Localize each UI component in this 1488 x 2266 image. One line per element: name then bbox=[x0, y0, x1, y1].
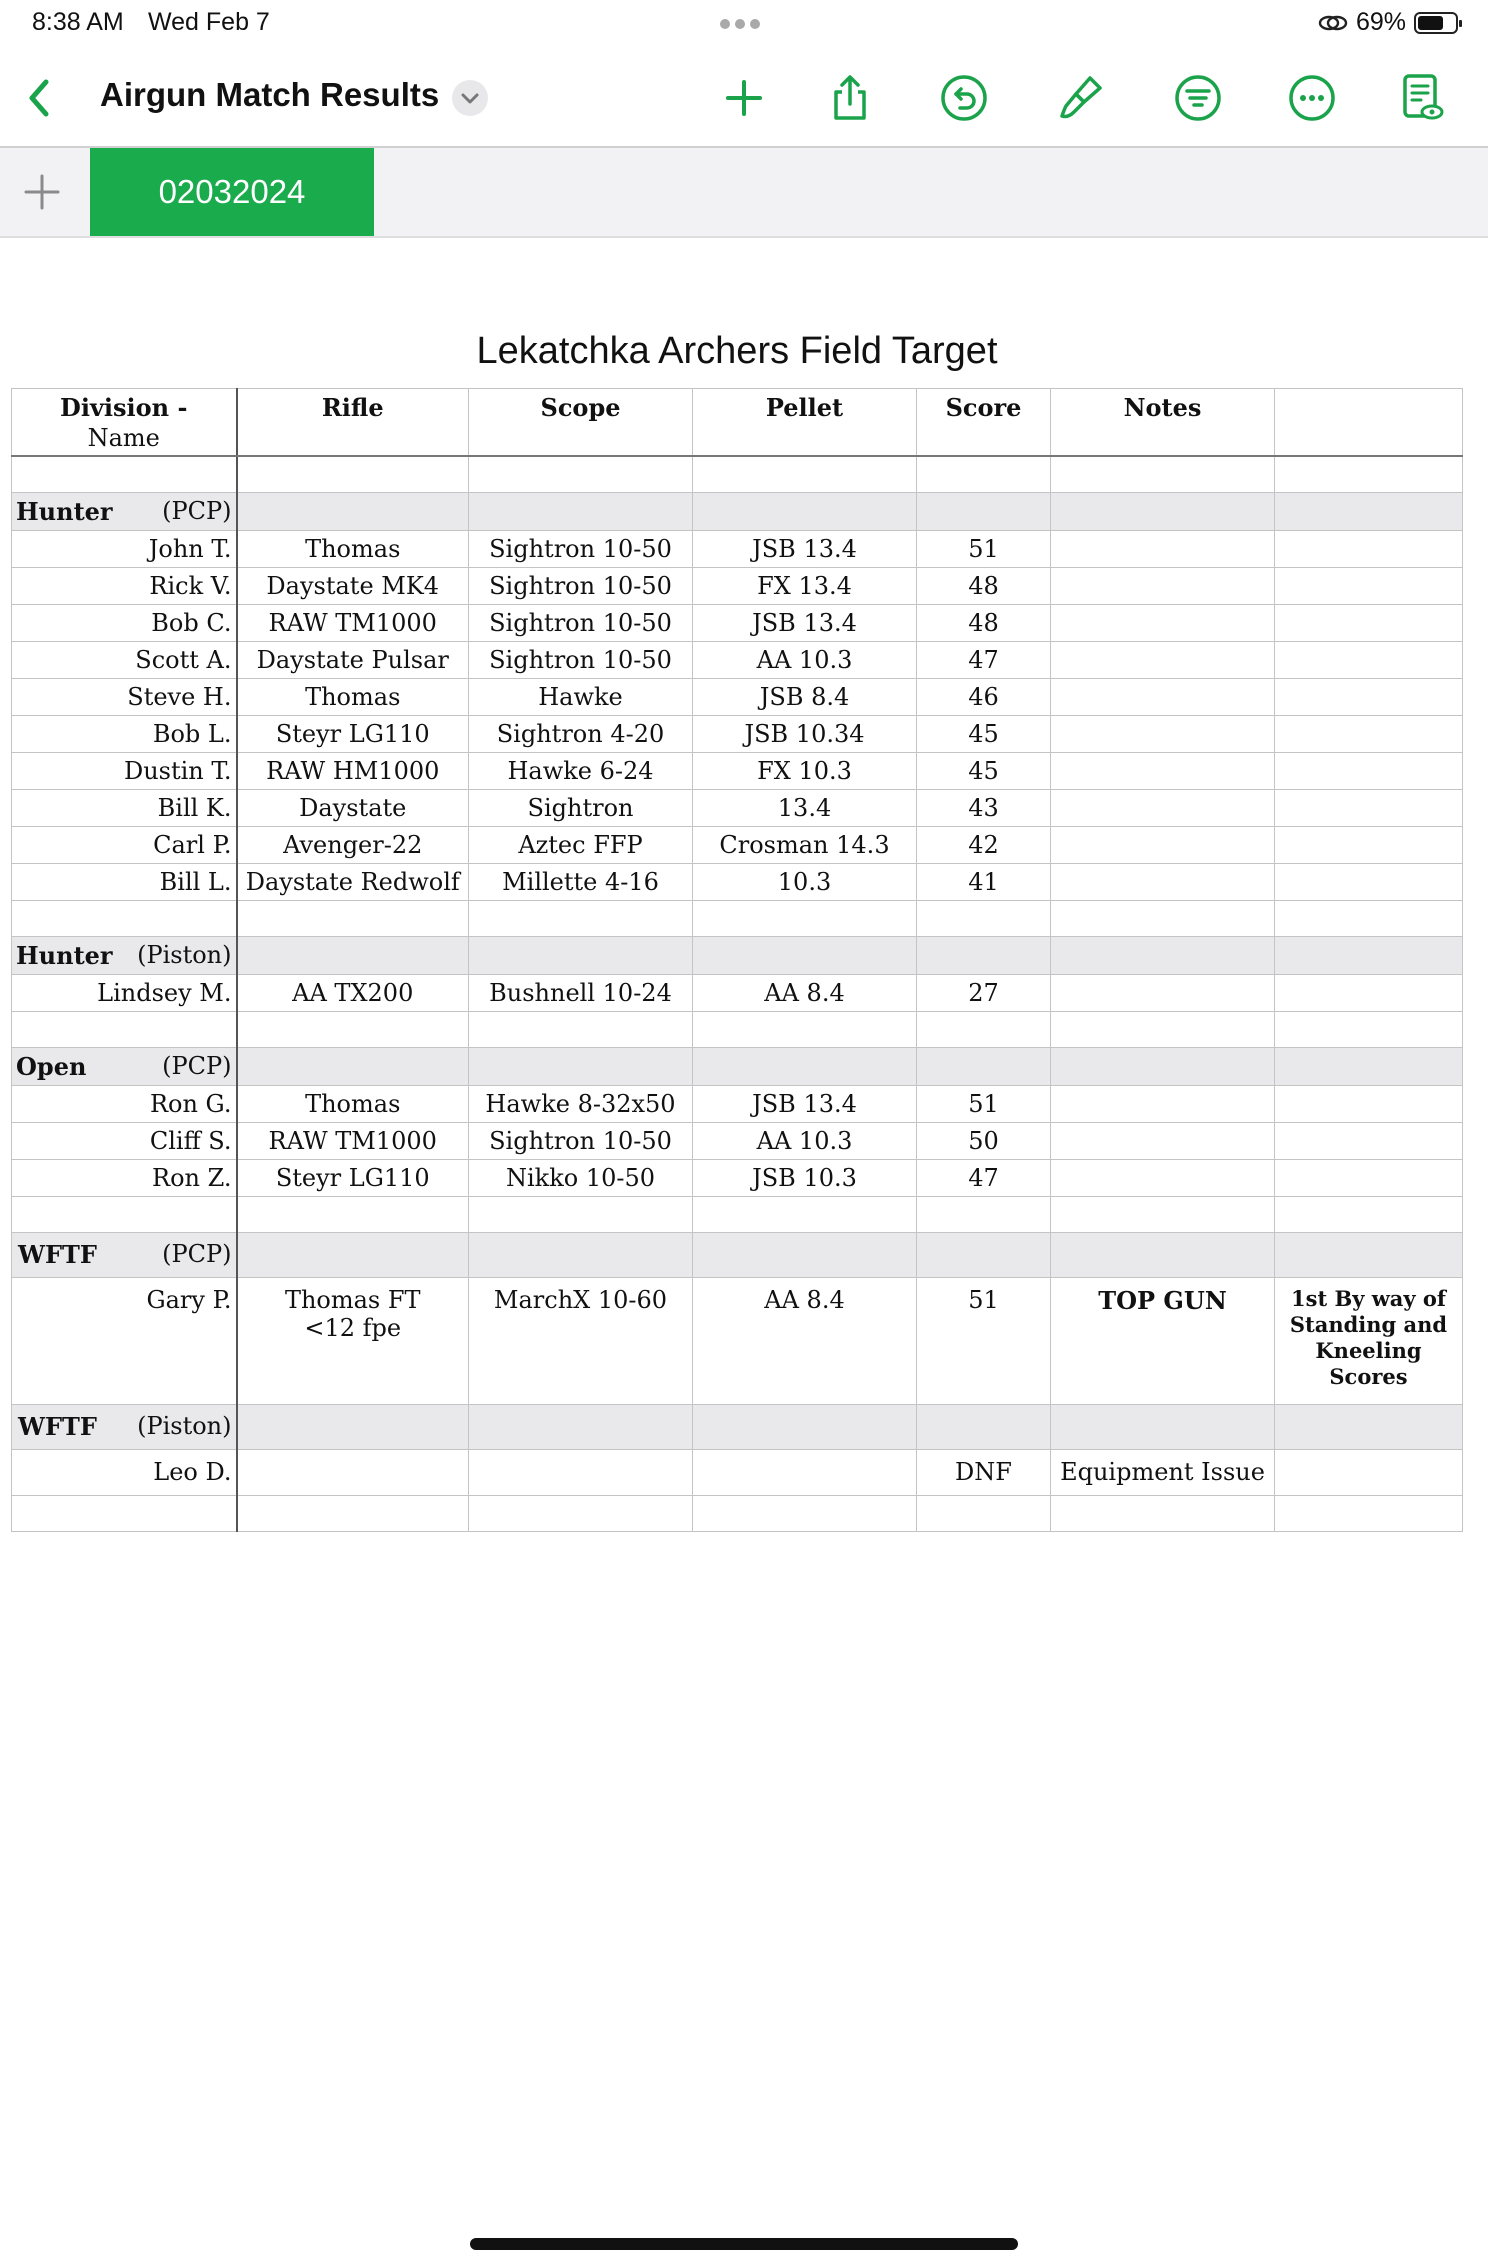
score-cell[interactable]: 43 bbox=[917, 789, 1051, 826]
table-row bbox=[12, 863, 1463, 900]
cell[interactable] bbox=[1051, 936, 1275, 974]
cell[interactable] bbox=[1275, 604, 1463, 641]
pellet-cell[interactable]: Crosman 14.3 bbox=[693, 826, 917, 863]
paintbrush-icon[interactable] bbox=[1054, 72, 1106, 124]
rifle-cell[interactable]: RAW TM1000 bbox=[237, 604, 469, 641]
scope-cell[interactable]: MarchX 10-60 bbox=[469, 1277, 693, 1404]
rifle-cell[interactable]: Avenger-22 bbox=[237, 826, 469, 863]
division-name: WFTF bbox=[18, 1412, 97, 1441]
score-cell[interactable]: 51 bbox=[917, 1085, 1051, 1122]
notes-cell[interactable] bbox=[1051, 826, 1275, 863]
scope-cell[interactable]: Sightron 10-50 bbox=[469, 1122, 693, 1159]
cell[interactable] bbox=[693, 1404, 917, 1449]
status-right bbox=[1318, 8, 1458, 37]
score-cell[interactable]: 27 bbox=[917, 974, 1051, 1011]
cell[interactable] bbox=[1275, 1159, 1463, 1196]
cell[interactable] bbox=[693, 936, 917, 974]
score-cell[interactable]: 45 bbox=[917, 752, 1051, 789]
name-cell[interactable]: Lindsey M. bbox=[12, 974, 237, 1011]
name-cell[interactable]: Steve H. bbox=[12, 678, 237, 715]
cell[interactable] bbox=[917, 900, 1051, 936]
cell[interactable] bbox=[693, 1196, 917, 1232]
scope-cell[interactable]: Sightron 4-20 bbox=[469, 715, 693, 752]
cell[interactable] bbox=[469, 1011, 693, 1047]
cell[interactable] bbox=[1275, 1047, 1463, 1085]
table-row bbox=[12, 1277, 1463, 1404]
rifle-cell[interactable]: Daystate bbox=[237, 789, 469, 826]
score-cell[interactable]: 42 bbox=[917, 826, 1051, 863]
cell[interactable] bbox=[237, 492, 469, 530]
rifle-cell[interactable]: Thomas bbox=[237, 1085, 469, 1122]
cell[interactable] bbox=[917, 1404, 1051, 1449]
name-cell[interactable]: Cliff S. bbox=[12, 1122, 237, 1159]
cell[interactable] bbox=[237, 1047, 469, 1085]
table-row bbox=[12, 1085, 1463, 1122]
cell[interactable] bbox=[469, 900, 693, 936]
cell[interactable] bbox=[1051, 1196, 1275, 1232]
name-cell[interactable]: Ron Z. bbox=[12, 1159, 237, 1196]
division-type: (Piston) bbox=[137, 940, 232, 969]
scope-cell[interactable]: Sightron 10-50 bbox=[469, 641, 693, 678]
score-cell[interactable]: 51 bbox=[917, 530, 1051, 567]
pellet-cell[interactable]: JSB 13.4 bbox=[693, 604, 917, 641]
division-name: WFTF bbox=[18, 1240, 97, 1269]
cell[interactable] bbox=[1275, 715, 1463, 752]
reading-view-icon[interactable] bbox=[1396, 72, 1448, 124]
notes-cell[interactable]: TOP GUN bbox=[1051, 1277, 1275, 1404]
table-row bbox=[12, 974, 1463, 1011]
cell[interactable] bbox=[693, 1449, 917, 1495]
cell[interactable] bbox=[693, 492, 917, 530]
cell[interactable] bbox=[469, 1047, 693, 1085]
table-title[interactable]: Lekatchka Archers Field Target bbox=[476, 330, 998, 372]
division-row-hunter-piston bbox=[12, 936, 1463, 974]
notes-cell[interactable] bbox=[1051, 1085, 1275, 1122]
rifle-cell[interactable]: RAW TM1000 bbox=[237, 1122, 469, 1159]
notes-cell[interactable] bbox=[1051, 715, 1275, 752]
pellet-cell[interactable]: AA 8.4 bbox=[693, 1277, 917, 1404]
score-cell[interactable]: DNF bbox=[917, 1449, 1051, 1495]
cell[interactable] bbox=[237, 936, 469, 974]
cell[interactable] bbox=[12, 900, 237, 936]
table-row bbox=[12, 678, 1463, 715]
cell[interactable] bbox=[469, 492, 693, 530]
name-cell[interactable]: Gary P. bbox=[12, 1277, 237, 1404]
focus-link-icon bbox=[1318, 13, 1348, 33]
rifle-cell[interactable]: Daystate MK4 bbox=[237, 567, 469, 604]
cell[interactable] bbox=[693, 456, 917, 492]
cell[interactable] bbox=[1051, 456, 1275, 492]
status-time: 8:38 AM bbox=[32, 8, 124, 36]
home-indicator[interactable] bbox=[470, 2238, 1018, 2250]
header-rifle[interactable]: Rifle bbox=[237, 389, 469, 457]
cell[interactable] bbox=[1275, 1232, 1463, 1277]
cell[interactable] bbox=[693, 1047, 917, 1085]
score-cell[interactable]: 45 bbox=[917, 715, 1051, 752]
pellet-cell[interactable]: 13.4 bbox=[693, 789, 917, 826]
add-sheet-icon[interactable] bbox=[20, 170, 64, 214]
notes-cell[interactable] bbox=[1051, 1159, 1275, 1196]
scope-cell[interactable]: Millette 4-16 bbox=[469, 863, 693, 900]
cell[interactable] bbox=[237, 1404, 469, 1449]
pellet-cell[interactable]: FX 13.4 bbox=[693, 567, 917, 604]
extra-cell[interactable]: 1st By way of Standing and Kneeling Scores bbox=[1275, 1277, 1463, 1404]
score-cell[interactable]: 51 bbox=[917, 1277, 1051, 1404]
cell[interactable] bbox=[12, 1495, 237, 1531]
table-row bbox=[12, 826, 1463, 863]
table-row bbox=[12, 1449, 1463, 1495]
division-cell[interactable] bbox=[12, 1232, 237, 1277]
multitasking-dots-icon[interactable] bbox=[720, 16, 766, 26]
cell[interactable] bbox=[1275, 1085, 1463, 1122]
cell[interactable] bbox=[237, 1011, 469, 1047]
hunter-piston-rows bbox=[12, 974, 1463, 1011]
name-cell[interactable]: Bill L. bbox=[12, 863, 237, 900]
name-cell[interactable]: Scott A. bbox=[12, 641, 237, 678]
cell[interactable] bbox=[237, 1495, 469, 1531]
cell[interactable] bbox=[1275, 1122, 1463, 1159]
table-row bbox=[12, 641, 1463, 678]
rifle-cell[interactable] bbox=[237, 1277, 469, 1404]
cell[interactable] bbox=[1275, 641, 1463, 678]
division-cell[interactable] bbox=[12, 492, 237, 530]
pellet-cell[interactable]: 10.3 bbox=[693, 863, 917, 900]
scope-cell[interactable]: Hawke bbox=[469, 678, 693, 715]
cell[interactable] bbox=[917, 1495, 1051, 1531]
notes-cell[interactable] bbox=[1051, 641, 1275, 678]
name-cell[interactable]: Rick V. bbox=[12, 567, 237, 604]
rifle-cell[interactable]: RAW HM1000 bbox=[237, 752, 469, 789]
rifle-line: <12 fpe bbox=[304, 1313, 402, 1342]
status-date: Wed Feb 7 bbox=[148, 8, 270, 36]
table-row bbox=[12, 530, 1463, 567]
sheet-tab-bar bbox=[0, 148, 1488, 238]
division-cell[interactable] bbox=[12, 1404, 237, 1449]
cell[interactable] bbox=[1275, 1011, 1463, 1047]
hunter-pcp-rows bbox=[12, 530, 1463, 900]
cell[interactable] bbox=[1275, 492, 1463, 530]
cell[interactable] bbox=[1275, 1449, 1463, 1495]
cell[interactable] bbox=[1275, 456, 1463, 492]
cell[interactable] bbox=[1275, 1495, 1463, 1531]
cell[interactable] bbox=[917, 1232, 1051, 1277]
table-row bbox=[12, 789, 1463, 826]
cell[interactable] bbox=[917, 1196, 1051, 1232]
empty-row bbox=[12, 1196, 1463, 1232]
scope-cell[interactable]: Sightron 10-50 bbox=[469, 530, 693, 567]
rifle-cell[interactable]: AA TX200 bbox=[237, 974, 469, 1011]
empty-row bbox=[12, 456, 1463, 492]
cell[interactable] bbox=[1051, 1232, 1275, 1277]
division-row-wftf-piston bbox=[12, 1404, 1463, 1449]
document-title[interactable]: Airgun Match Results bbox=[100, 76, 440, 113]
rifle-cell[interactable]: Daystate Redwolf bbox=[237, 863, 469, 900]
pellet-cell[interactable]: JSB 10.3 bbox=[693, 1159, 917, 1196]
score-cell[interactable]: 47 bbox=[917, 1159, 1051, 1196]
cell[interactable] bbox=[693, 1232, 917, 1277]
notes-cell[interactable] bbox=[1051, 567, 1275, 604]
cell[interactable] bbox=[1275, 1404, 1463, 1449]
score-cell[interactable]: 47 bbox=[917, 641, 1051, 678]
battery-icon bbox=[1414, 12, 1458, 34]
header-pellet[interactable]: Pellet bbox=[693, 389, 917, 457]
cell[interactable] bbox=[1275, 826, 1463, 863]
cell[interactable] bbox=[917, 936, 1051, 974]
cell[interactable] bbox=[1051, 1011, 1275, 1047]
cell[interactable] bbox=[917, 492, 1051, 530]
score-cell[interactable]: 41 bbox=[917, 863, 1051, 900]
division-cell[interactable] bbox=[12, 1047, 237, 1085]
cell[interactable] bbox=[12, 1011, 237, 1047]
cell[interactable] bbox=[469, 1449, 693, 1495]
table-row bbox=[12, 1159, 1463, 1196]
scope-cell[interactable]: Hawke 6-24 bbox=[469, 752, 693, 789]
scope-cell[interactable]: Sightron bbox=[469, 789, 693, 826]
pellet-cell[interactable]: JSB 13.4 bbox=[693, 1085, 917, 1122]
cell[interactable] bbox=[1275, 789, 1463, 826]
header-notes[interactable]: Notes bbox=[1051, 389, 1275, 457]
cell[interactable] bbox=[917, 456, 1051, 492]
cell[interactable] bbox=[469, 936, 693, 974]
chevron-down-icon[interactable] bbox=[452, 80, 488, 116]
scope-cell[interactable]: Bushnell 10-24 bbox=[469, 974, 693, 1011]
name-cell[interactable]: Ron G. bbox=[12, 1085, 237, 1122]
notes-cell[interactable] bbox=[1051, 974, 1275, 1011]
division-cell[interactable] bbox=[12, 936, 237, 974]
name-cell[interactable]: Dustin T. bbox=[12, 752, 237, 789]
results-table bbox=[11, 388, 1463, 1532]
cell[interactable] bbox=[1275, 567, 1463, 604]
division-row-hunter-pcp bbox=[12, 492, 1463, 530]
pellet-cell[interactable]: JSB 10.34 bbox=[693, 715, 917, 752]
cell[interactable] bbox=[237, 900, 469, 936]
cell[interactable] bbox=[469, 1232, 693, 1277]
notes-cell[interactable] bbox=[1051, 1122, 1275, 1159]
notes-cell[interactable] bbox=[1051, 863, 1275, 900]
pellet-cell[interactable]: JSB 8.4 bbox=[693, 678, 917, 715]
notes-cell[interactable] bbox=[1051, 530, 1275, 567]
notes-cell[interactable] bbox=[1051, 789, 1275, 826]
pellet-cell[interactable]: AA 10.3 bbox=[693, 1122, 917, 1159]
division-row-open-pcp bbox=[12, 1047, 1463, 1085]
scope-cell[interactable]: Aztec FFP bbox=[469, 826, 693, 863]
pellet-cell[interactable]: FX 10.3 bbox=[693, 752, 917, 789]
division-row-wftf-pcp bbox=[12, 1232, 1463, 1277]
header-division[interactable] bbox=[12, 389, 237, 457]
pellet-cell[interactable]: AA 8.4 bbox=[693, 974, 917, 1011]
table-row bbox=[12, 604, 1463, 641]
cell[interactable] bbox=[1051, 900, 1275, 936]
scope-cell[interactable]: Hawke 8-32x50 bbox=[469, 1085, 693, 1122]
empty-row bbox=[12, 1495, 1463, 1531]
cell[interactable] bbox=[1275, 678, 1463, 715]
division-name: Hunter bbox=[16, 496, 113, 526]
cell[interactable] bbox=[469, 1404, 693, 1449]
pellet-cell[interactable]: AA 10.3 bbox=[693, 641, 917, 678]
score-cell[interactable]: 48 bbox=[917, 604, 1051, 641]
header-division-label: Division - bbox=[60, 393, 188, 422]
cell[interactable] bbox=[1275, 900, 1463, 936]
name-cell[interactable]: Carl P. bbox=[12, 826, 237, 863]
table-row bbox=[12, 567, 1463, 604]
rifle-cell[interactable]: Steyr LG110 bbox=[237, 1159, 469, 1196]
pellet-cell[interactable]: JSB 13.4 bbox=[693, 530, 917, 567]
cell[interactable] bbox=[1051, 1047, 1275, 1085]
cell[interactable] bbox=[469, 1196, 693, 1232]
notes-cell[interactable] bbox=[1051, 752, 1275, 789]
header-row bbox=[12, 389, 1463, 457]
empty-row bbox=[12, 1011, 1463, 1047]
score-cell[interactable]: 46 bbox=[917, 678, 1051, 715]
cell[interactable] bbox=[237, 1449, 469, 1495]
toolbar bbox=[0, 50, 1488, 148]
cell[interactable] bbox=[1275, 974, 1463, 1011]
name-cell[interactable]: Bob C. bbox=[12, 604, 237, 641]
division-name: Hunter bbox=[16, 940, 113, 970]
plus-icon[interactable] bbox=[718, 72, 770, 124]
cell[interactable] bbox=[1051, 1495, 1275, 1531]
header-empty[interactable] bbox=[1275, 389, 1463, 457]
header-name-label: Name bbox=[87, 424, 160, 452]
rifle-cell[interactable]: Thomas bbox=[237, 678, 469, 715]
battery-percent: 69% bbox=[1355, 8, 1406, 36]
notes-cell[interactable] bbox=[1051, 678, 1275, 715]
name-cell[interactable]: John T. bbox=[12, 530, 237, 567]
name-cell[interactable]: Leo D. bbox=[12, 1449, 237, 1495]
tab-sheet-active[interactable]: 02032024 bbox=[90, 148, 374, 236]
cell[interactable] bbox=[237, 1196, 469, 1232]
share-icon[interactable] bbox=[824, 72, 876, 124]
name-cell[interactable]: Bill K. bbox=[12, 789, 237, 826]
table-row bbox=[12, 715, 1463, 752]
scope-cell[interactable]: Sightron 10-50 bbox=[469, 604, 693, 641]
scope-cell[interactable]: Sightron 10-50 bbox=[469, 567, 693, 604]
rifle-cell[interactable]: Steyr LG110 bbox=[237, 715, 469, 752]
cell[interactable] bbox=[12, 456, 237, 492]
header-score[interactable]: Score bbox=[917, 389, 1051, 457]
division-type: (PCP) bbox=[162, 1240, 232, 1268]
table-row bbox=[12, 1122, 1463, 1159]
cell[interactable] bbox=[1275, 863, 1463, 900]
cell[interactable] bbox=[237, 1232, 469, 1277]
division-name: Open bbox=[16, 1051, 87, 1081]
cell[interactable] bbox=[1275, 530, 1463, 567]
division-type: (PCP) bbox=[162, 1051, 232, 1080]
status-bar bbox=[0, 0, 1488, 50]
cell[interactable] bbox=[12, 1196, 237, 1232]
cell[interactable] bbox=[693, 900, 917, 936]
cell[interactable] bbox=[693, 1495, 917, 1531]
back-icon[interactable] bbox=[20, 74, 60, 122]
division-type: (PCP) bbox=[162, 496, 232, 525]
more-icon[interactable] bbox=[1286, 72, 1338, 124]
empty-row bbox=[12, 900, 1463, 936]
cell[interactable] bbox=[469, 456, 693, 492]
undo-icon[interactable] bbox=[938, 72, 990, 124]
open-pcp-rows bbox=[12, 1085, 1463, 1196]
cell[interactable] bbox=[693, 1011, 917, 1047]
cell[interactable] bbox=[1275, 1196, 1463, 1232]
score-cell[interactable]: 48 bbox=[917, 567, 1051, 604]
cell[interactable] bbox=[1051, 492, 1275, 530]
rifle-line: Thomas FT bbox=[284, 1285, 421, 1314]
cell[interactable] bbox=[1275, 752, 1463, 789]
rifle-cell[interactable]: Thomas bbox=[237, 530, 469, 567]
cell[interactable] bbox=[1051, 1404, 1275, 1449]
cell[interactable] bbox=[1275, 936, 1463, 974]
notes-cell[interactable]: Equipment Issue bbox=[1051, 1449, 1275, 1495]
cell[interactable] bbox=[917, 1047, 1051, 1085]
cell[interactable] bbox=[469, 1495, 693, 1531]
name-cell[interactable]: Bob L. bbox=[12, 715, 237, 752]
filter-icon[interactable] bbox=[1172, 72, 1224, 124]
notes-cell[interactable] bbox=[1051, 604, 1275, 641]
cell[interactable] bbox=[237, 456, 469, 492]
score-cell[interactable]: 50 bbox=[917, 1122, 1051, 1159]
division-type: (Piston) bbox=[137, 1412, 232, 1440]
cell[interactable] bbox=[917, 1011, 1051, 1047]
rifle-cell[interactable]: Daystate Pulsar bbox=[237, 641, 469, 678]
table-row bbox=[12, 752, 1463, 789]
header-scope[interactable]: Scope bbox=[469, 389, 693, 457]
scope-cell[interactable]: Nikko 10-50 bbox=[469, 1159, 693, 1196]
